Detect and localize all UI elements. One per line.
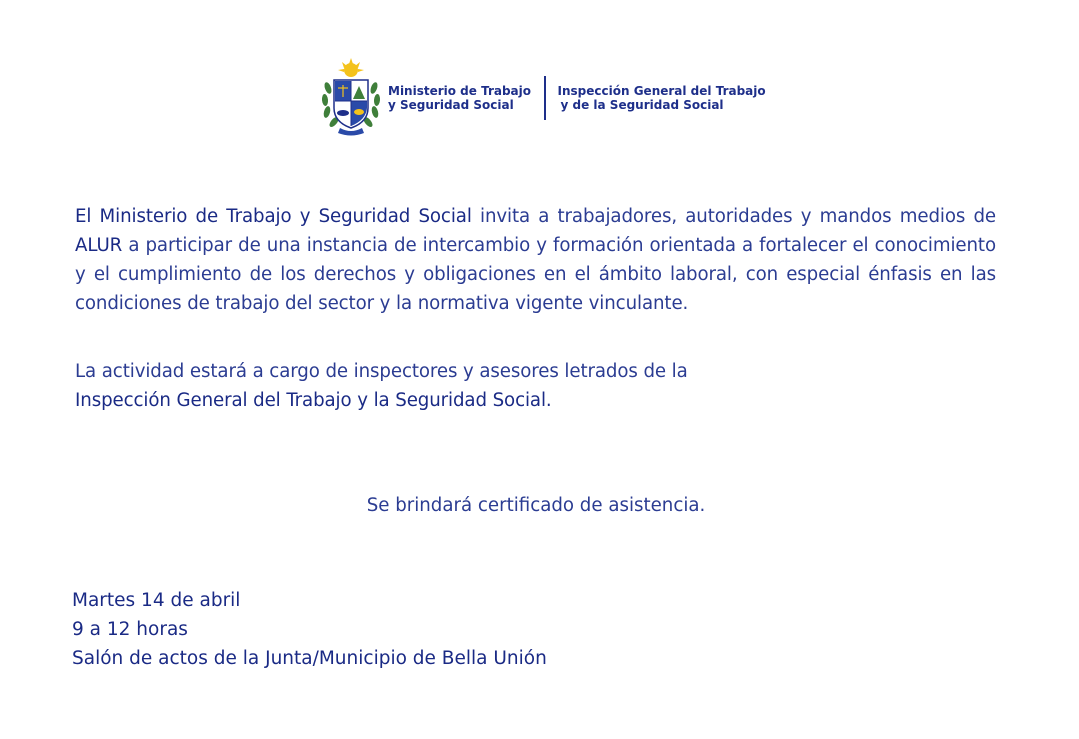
certificate-note: Se brindará certificado de asistencia. <box>366 495 706 516</box>
event-time: 9 a 12 horas <box>72 619 188 640</box>
header-divider <box>544 76 546 120</box>
activity-line2: Inspección General del Trabajo y la Seguridad Social. <box>75 390 552 411</box>
activity-line1: La actividad estará a cargo de inspectores y asesores letrados de la <box>75 361 688 382</box>
event-date: Martes 14 de abril <box>72 590 241 611</box>
activity-paragraph <box>75 357 996 415</box>
alur-mention: ALUR <box>75 235 123 256</box>
ministry-mention: El Ministerio de Trabajo y Seguridad Social <box>75 206 472 227</box>
ministry-name-line2: y Seguridad Social <box>388 98 514 112</box>
invitation-text-1: invita a trabajadores, autoridades y mandos medios de <box>471 206 996 227</box>
invitation-paragraph <box>75 202 996 318</box>
header <box>320 58 766 138</box>
inspection-name-line2: y de la Seguridad Social <box>560 98 724 112</box>
inspection-name <box>558 84 766 112</box>
inspection-name-line1: Inspección General del Trabajo <box>557 84 766 98</box>
ministry-name <box>388 84 531 112</box>
ministry-name-line1: Ministerio de Trabajo <box>388 84 532 98</box>
event-details <box>72 586 547 673</box>
event-place: Salón de actos de la Junta/Municipio de Bella Unión <box>72 648 547 669</box>
coat-of-arms-icon <box>320 58 382 138</box>
invitation-text-2: a participar de una instancia de intercambio y formación orientada a fortalecer el conocimiento y el cumplimiento de los derechos y obligaciones en el ámbito laboral, con especial énfasis en las condiciones de trabajo del sector y la normativa vigente vinculante. <box>75 235 996 314</box>
